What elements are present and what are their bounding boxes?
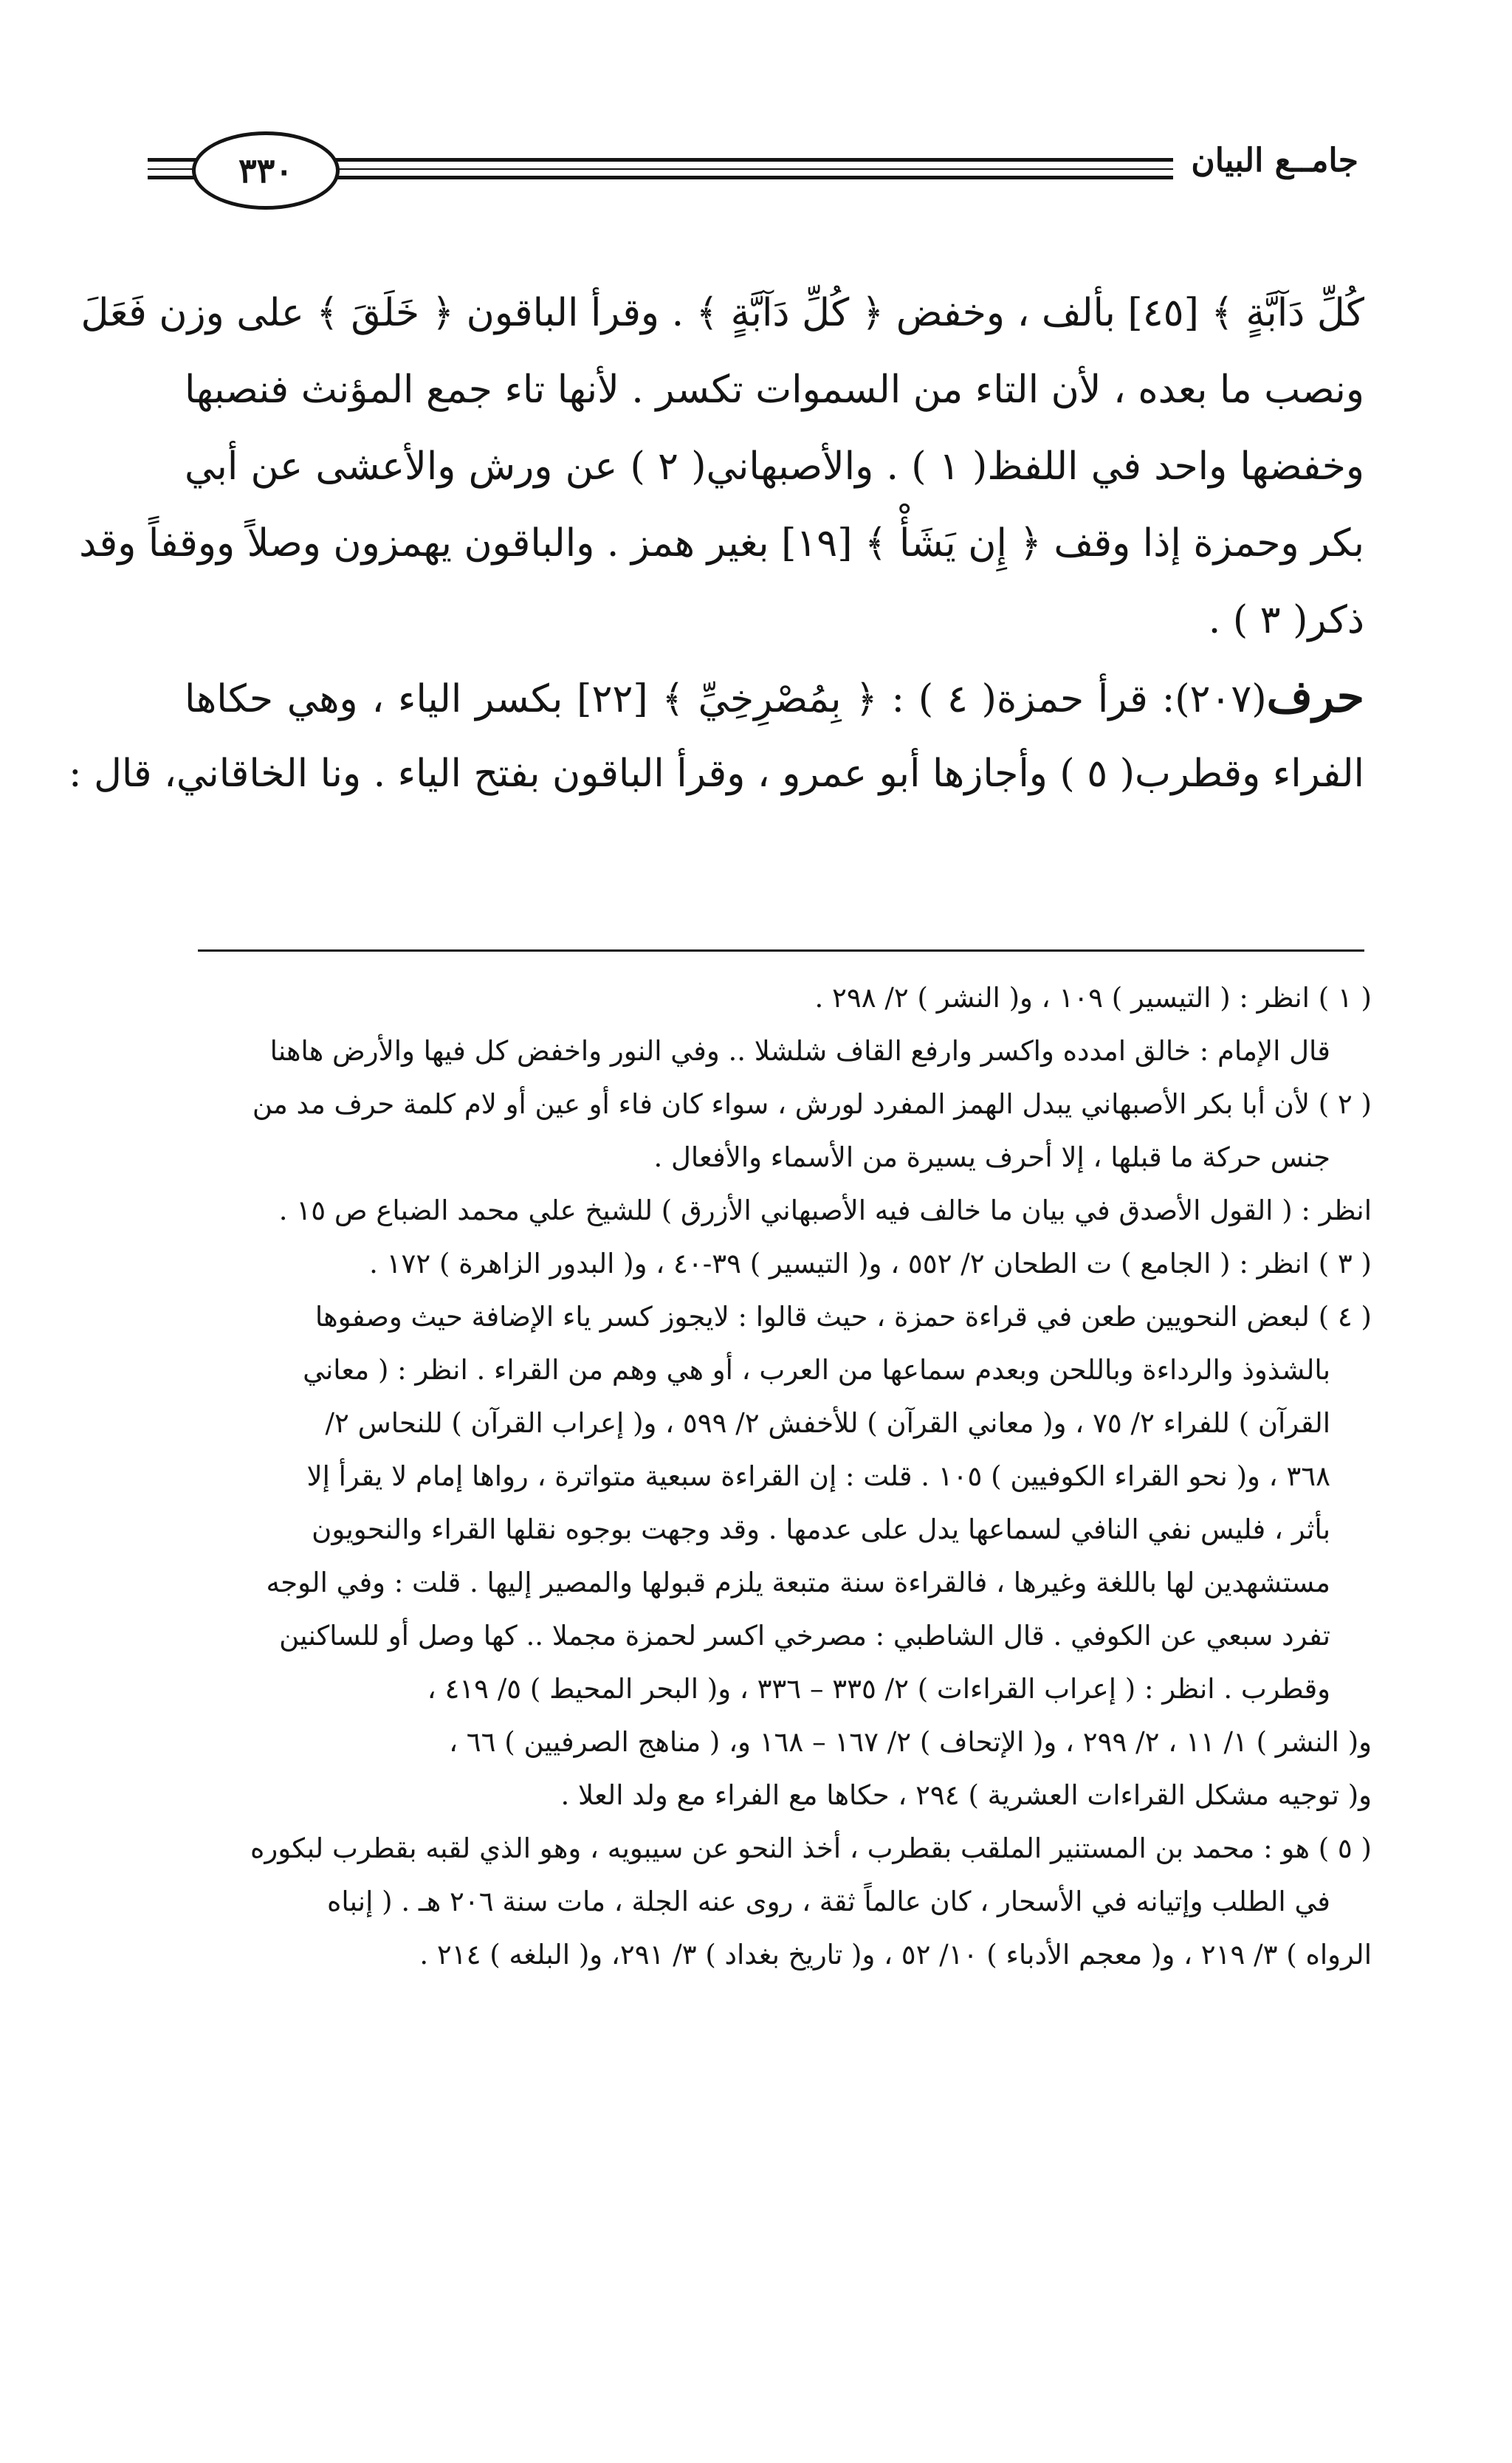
footnote-line: تفرد سبعي عن الكوفي . قال الشاطبي : مصرخي اكسر لحمزة مجملا .. كها وصل أو للساكنين xyxy=(279,1620,1330,1652)
footnote-line: ( ١ ) انظر : ( التيسير ) ١٠٩ ، و( النشر ) ٢/ ٢٩٨ . xyxy=(814,982,1372,1014)
footnotes xyxy=(170,972,1372,1982)
running-title: جامــع البيان xyxy=(1173,142,1358,179)
footnote-line: ( ٥ ) هو : محمد بن المستنير الملقب بقطرب ، أخذ النحو عن سيبويه ، وهو الذي لقبه بقطرب لبكوره xyxy=(250,1832,1372,1864)
footnote-line: القرآن ) للفراء ٢/ ٧٥ ، و( معاني القرآن ) للأخفش ٢/ ٥٩٩ ، و( إعراب القرآن ) للنحاس ٢/ xyxy=(325,1407,1330,1439)
footnote-line: ( ٣ ) انظر : ( الجامع ) ت الطحان ٢/ ٥٥٢ ، و( التيسير ) ٣٩-٤٠ ، و( البدور الزاهرة ) ١٧٢ . xyxy=(369,1248,1372,1279)
footnote-line: بالشذوذ والرداءة وباللحن وبعدم سماعها من العرب ، أو هي وهم من القراء . انظر : ( معاني xyxy=(303,1354,1330,1386)
text-line: الفراء وقطرب( ٥ ) وأجازها أبو عمرو ، وقرأ الباقون بفتح الياء . ونا الخاقاني، قال : xyxy=(69,752,1364,796)
page-header xyxy=(148,131,1358,213)
footnote-line: ( ٤ ) لبعض النحويين طعن في قراءة حمزة ، حيث قالوا : لايجوز كسر ياء الإضافة حيث وصفوها xyxy=(315,1301,1372,1333)
footnote-line: جنس حركة ما قبلها ، إلا أحرف يسيرة من الأسماء والأفعال . xyxy=(653,1141,1330,1173)
harf-number: (٢٠٧) xyxy=(1175,677,1267,721)
footnote-line: بأثر ، فليس نفي النافي لسماعها يدل على عدمها . وقد وجهت بوجوه نقلها القراء والنحويون xyxy=(312,1514,1330,1545)
footnote-line: وقطرب . انظر : ( إعراب القراءات ) ٢/ ٣٣٥ – ٣٣٦ ، و( البحر المحيط ) ٥/ ٤١٩ ، xyxy=(427,1673,1330,1705)
harf-line xyxy=(185,659,1364,735)
harf-label: حرف xyxy=(1266,671,1365,723)
text-line: ونصب ما بعده ، لأن التاء من السموات تكسر . لأنها تاء جمع المؤنث فنصبها xyxy=(185,368,1365,412)
footnote-line: ( ٢ ) لأن أبا بكر الأصبهاني يبدل الهمز المفرد لورش ، سواء كان فاء أو عين أو لام كلمة حرف مد من xyxy=(252,1088,1372,1120)
harf-line-text: : قرأ حمزة( ٤ ) : ﴿ بِمُصْرِخِيِّ ﴾ [٢٢] بكسر الياء ، وهي حكاها xyxy=(185,677,1175,721)
text-line: كُلِّ دَآبَّةٍ ﴾ [٤٥] بألف ، وخفض ﴿ كُلِّ دَآبَّةٍ ﴾ . وقرأ الباقون ﴿ خَلَقَ ﴾ على وزن فَعَلَ xyxy=(80,291,1364,335)
footnote-line: و( النشر ) ١/ ١١ ، ٢/ ٢٩٩ ، و( الإتحاف ) ٢/ ١٦٧ – ١٦٨ و، ( مناهج الصرفيين ) ٦٦ ، xyxy=(449,1726,1372,1758)
footnote-line: ٣٦٨ ، و( نحو القراء الكوفيين ) ١٠٥ . قلت : إن القراءة سبعية متواترة ، رواها إمام لا يقرأ إلا xyxy=(306,1460,1330,1492)
text-line: وخفضها واحد في اللفظ( ١ ) . والأصبهاني( ٢ ) عن ورش والأعشى عن أبي xyxy=(185,444,1364,489)
footnote-line: في الطلب وإتيانه في الأسحار ، كان عالماً ثقة ، روى عنه الجلة ، مات سنة ٢٠٦ هـ . ( إنباه xyxy=(326,1886,1330,1917)
footnote-line: و( توجيه مشكل القراءات العشرية ) ٢٩٤ ، حكاها مع الفراء مع ولد العلا . xyxy=(560,1779,1372,1811)
text-line: ذكر( ٣ ) . xyxy=(1208,598,1364,642)
footnote-line: قال الإمام : خالق امدده واكسر وارفع القاف شلشلا .. وفي النور واخفض كل فيها والأرض هاهنا xyxy=(269,1035,1330,1067)
footnote-line: انظر : ( القول الأصدق في بيان ما خالف فيه الأصبهاني الأزرق ) للشيخ علي محمد الضباع ص ١٥ . xyxy=(278,1195,1372,1226)
text-line: بكر وحمزة إذا وقف ﴿ إِن يَشَأْ ﴾ [١٩] بغير همز . والباقون يهمزون وصلاً ووقفاً وقد xyxy=(79,521,1364,566)
footnote-separator xyxy=(198,949,1364,952)
footnote-line: الرواه ) ٣/ ٢١٩ ، و( معجم الأدباء ) ١٠/ ٥٢ ، و( تاريخ بغداد ) ٣/ ٢٩١، و( البلغه ) ٢١٤ . xyxy=(419,1939,1372,1971)
main-text xyxy=(69,275,1365,812)
page-number: ٣٣٠ xyxy=(192,131,340,210)
footnote-line: مستشهدين لها باللغة وغيرها ، فالقراءة سنة متبعة يلزم قبولها والمصير إليها . قلت : وفي الوجه xyxy=(266,1567,1330,1598)
